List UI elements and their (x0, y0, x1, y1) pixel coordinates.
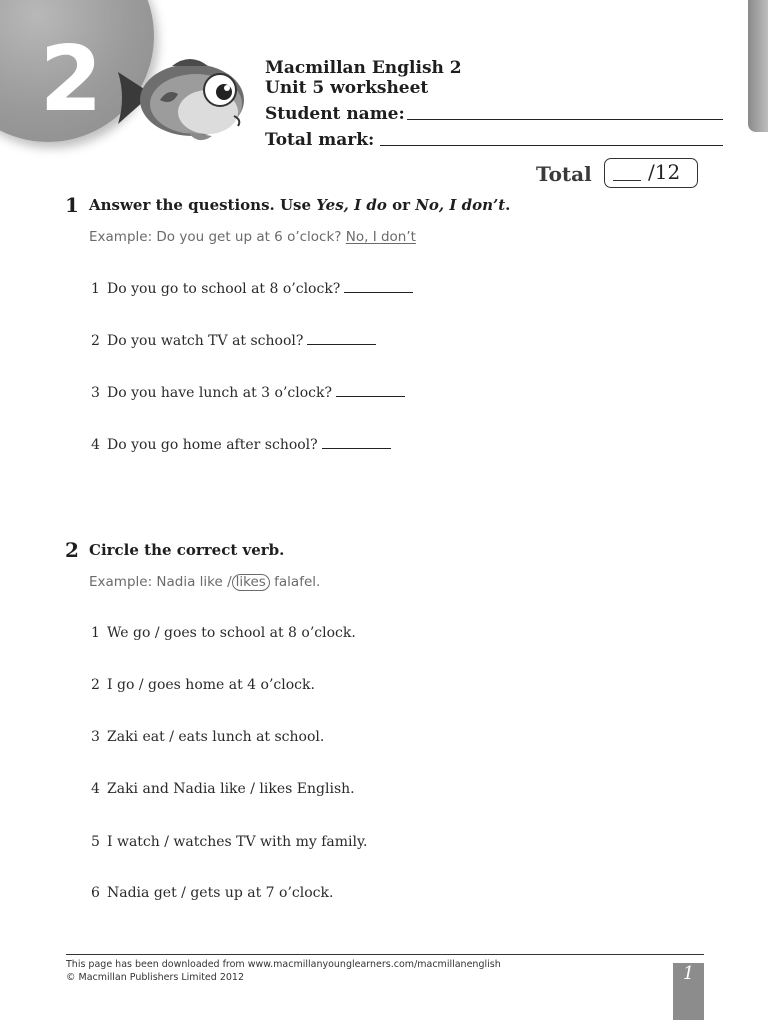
example-circled-word: likes (232, 574, 270, 591)
footer-divider (66, 954, 704, 955)
page-corner-tab (748, 0, 768, 132)
student-name-field[interactable] (407, 119, 723, 120)
example-answer: No, I don’t (345, 229, 416, 245)
student-name-label: Student name: (265, 104, 405, 124)
question-item[interactable]: 3 Zaki eat / eats lunch at school. (91, 729, 325, 745)
section-2-number: 2 (65, 538, 79, 562)
worksheet-subtitle: Unit 5 worksheet (265, 78, 429, 98)
total-score-max: /12 (648, 160, 681, 184)
question-item: 3 Do you have lunch at 3 o’clock? (91, 385, 405, 401)
total-label: Total (536, 162, 592, 186)
section-2-example: Example: Nadia like / likes falafel. (89, 574, 321, 590)
question-item[interactable]: 6 Nadia get / gets up at 7 o’clock. (91, 885, 334, 901)
answer-blank[interactable] (322, 437, 391, 449)
unit-number: 2 (39, 27, 103, 132)
footer-download-note: This page has been downloaded from www.macmillanyounglearners.com/macmillanenglish (66, 959, 501, 970)
question-item: 4 Do you go home after school? (91, 437, 391, 453)
question-item: 1 Do you go to school at 8 o’clock? (91, 281, 413, 297)
total-mark-label: Total mark: (265, 130, 375, 150)
question-item[interactable]: 5 I watch / watches TV with my family. (91, 834, 368, 850)
section-1-instruction: Answer the questions. Use Yes, I do or No, I don’t. (89, 196, 511, 214)
answer-blank[interactable] (344, 281, 413, 293)
section-1-number: 1 (65, 193, 79, 217)
fish-illustration-icon (112, 50, 254, 150)
section-2-instruction: Circle the correct verb. (89, 541, 285, 559)
total-mark-field[interactable] (380, 145, 723, 146)
footer-copyright: © Macmillan Publishers Limited 2012 (66, 972, 244, 983)
section-1-example: Example: Do you get up at 6 o’clock? No, I don’t (89, 229, 416, 245)
answer-blank[interactable] (307, 333, 376, 345)
question-item[interactable]: 4 Zaki and Nadia like / likes English. (91, 781, 355, 797)
total-score-blank[interactable] (613, 180, 641, 181)
question-item[interactable]: 2 I go / goes home at 4 o’clock. (91, 677, 315, 693)
worksheet-title: Macmillan English 2 (265, 58, 462, 78)
question-item: 2 Do you watch TV at school? (91, 333, 376, 349)
page-number: 1 (682, 963, 695, 984)
question-item[interactable]: 1 We go / goes to school at 8 o’clock. (91, 625, 356, 641)
answer-blank[interactable] (336, 385, 405, 397)
